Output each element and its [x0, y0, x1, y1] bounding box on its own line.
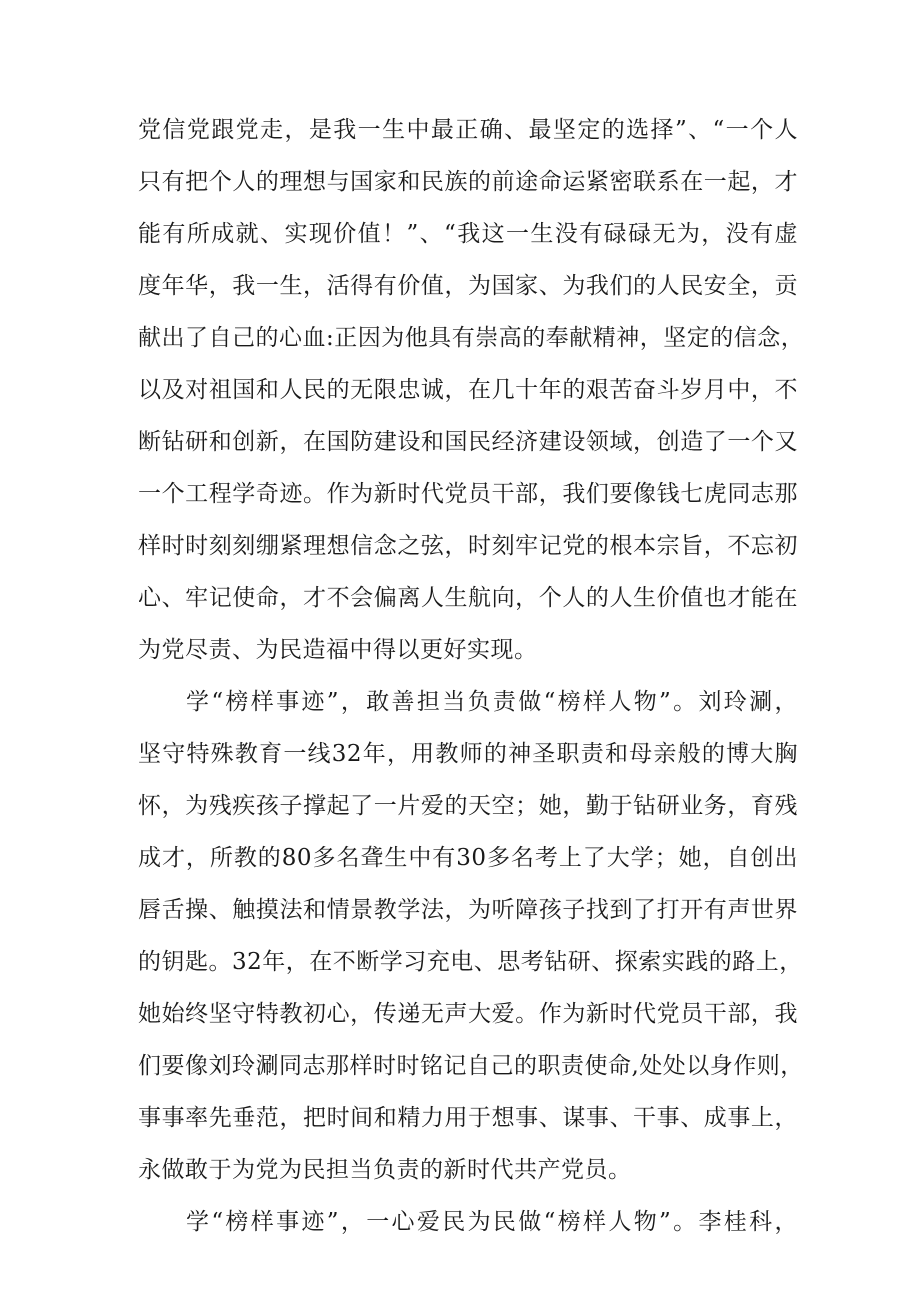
text-line: 度年华，我一生，活得有价值，为国家、为我们的人民安全，贡 — [138, 273, 798, 299]
paragraph-first-line: 学“榜样事迹”，一心爱民为民做“榜样人物”。李桂科， — [186, 1209, 798, 1235]
text-line: 永做敢于为党为民担当负责的新时代共产党员。 — [138, 1157, 632, 1183]
text-line: 能有所成就、实现价值！”、“我这一生没有碌碌无为，没有虚 — [138, 221, 798, 247]
text-line: 怀，为残疾孩子撑起了一片爱的天空；她，勤于钻研业务，育残 — [138, 793, 798, 819]
text-line: 一个工程学奇迹。作为新时代党员干部，我们要像钱七虎同志那 — [138, 481, 798, 507]
text-line: 成才，所教的80多名聋生中有30多名考上了大学；她，自创出 — [138, 845, 798, 871]
text-line: 心、牢记使命，才不会偏离人生航向，个人的人生价值也才能在 — [138, 585, 798, 611]
text-line: 们要像刘玲涮同志那样时时铭记自己的职责使命,处处以身作则， — [138, 1053, 804, 1079]
paragraph-first-line: 学“榜样事迹”，敢善担当负责做“榜样人物”。刘玲涮， — [186, 689, 798, 715]
text-line: 的钥匙。32年，在不断学习充电、思考钻研、探索实践的路上， — [138, 949, 803, 975]
text-line: 献出了自己的心血:正因为他具有崇高的奉献精神，坚定的信念， — [138, 325, 805, 351]
text-line: 她始终坚守特教初心，传递无声大爱。作为新时代党员干部，我 — [138, 1001, 798, 1027]
text-line: 只有把个人的理想与国家和民族的前途命运紧密联系在一起，才 — [138, 169, 798, 195]
text-line: 以及对祖国和人民的无限忠诚，在几十年的艰苦奋斗岁月中，不 — [138, 377, 798, 403]
text-line: 事事率先垂范，把时间和精力用于想事、谋事、干事、成事上， — [138, 1105, 798, 1131]
text-line: 断钻研和创新，在国防建设和国民经济建设领域，创造了一个又 — [138, 429, 798, 455]
text-line: 样时时刻刻绷紧理想信念之弦，时刻牢记党的根本宗旨，不忘初 — [138, 533, 798, 559]
text-line: 唇舌操、触摸法和情景教学法，为听障孩子找到了打开有声世界 — [138, 897, 798, 923]
text-line: 为党尽责、为民造福中得以更好实现。 — [138, 637, 538, 663]
text-line: 党信党跟党走，是我一生中最正确、最坚定的选择”、“一个人 — [138, 117, 798, 143]
text-line: 坚守特殊教育一线32年，用教师的神圣职责和母亲般的博大胸 — [138, 741, 798, 767]
